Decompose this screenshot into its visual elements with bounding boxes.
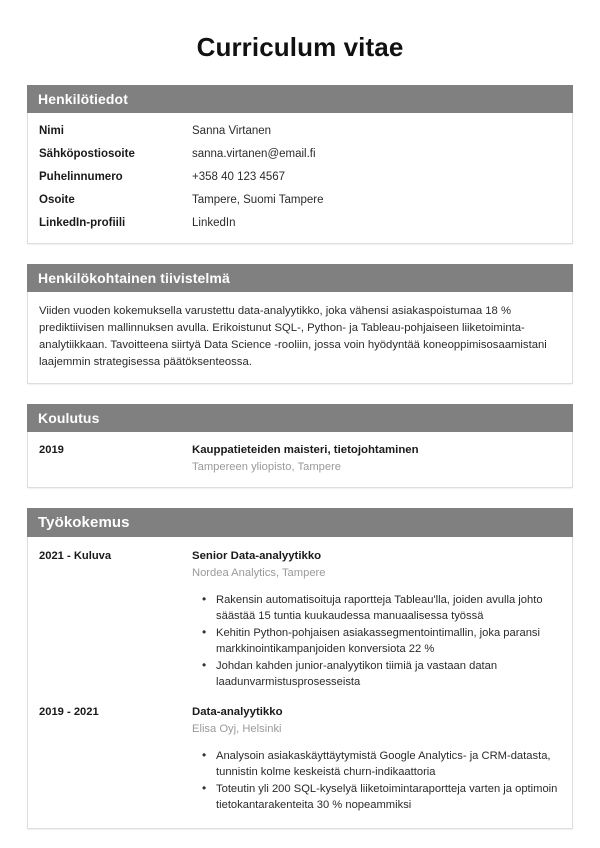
education-card	[27, 432, 573, 488]
list-item: • Johdan kahden junior-analyytikon tiimiä ja vastaan datan laadunvarmistusprosesseista	[210, 658, 558, 690]
experience-entry-company: Nordea Analytics, Tampere	[192, 567, 326, 579]
experience-card	[27, 537, 573, 829]
info-row	[39, 217, 558, 229]
info-row	[39, 148, 558, 160]
section-education	[0, 404, 600, 488]
experience-entry-date: 2019 - 2021	[39, 706, 99, 718]
info-label-phone: Puhelinnumero	[39, 171, 123, 183]
section-header-experience: Työkokemus	[27, 508, 573, 537]
education-entry-institution: Tampereen yliopisto, Tampere	[192, 461, 342, 473]
list-item: • Toteutin yli 200 SQL-kyselyä liiketoimintaraportteja varten ja optimoin tietokantarakenteita 30 % nopeammiksi	[210, 781, 558, 813]
info-value-phone: +358 40 123 4567	[192, 171, 286, 183]
info-row	[39, 125, 558, 137]
experience-entry-title: Senior Data-analyytikko	[192, 550, 322, 562]
list-item: • Analysoin asiakaskäyttäytymistä Google Analytics- ja CRM-datasta, tunnistin kolme keskeistä churn-indikaattoria	[210, 748, 558, 780]
info-label-linkedin: LinkedIn-profiili	[39, 217, 126, 229]
education-entry	[39, 443, 558, 475]
summary-text: Viiden vuoden kokemuksella varustettu data-analyytikko, joka vähensi asiakaspoistumaa 18 % prediktiivisen mallinnuksen avulla. Erikoistunut SQL-, Python- ja Tableau-pohjaiseen liiketoiminta-analytiikkaan. Tavoitteena siirtyä Data Science -rooliin, jossa voin hyödyntää koneoppimisosaamistani laajemmin strategisessa päätöksenteossa.	[39, 305, 547, 368]
experience-body	[28, 537, 572, 828]
info-label-email: Sähköpostiosoite	[39, 148, 135, 160]
info-label-address: Osoite	[39, 194, 75, 206]
education-body	[28, 432, 572, 487]
info-value-email[interactable]: sanna.virtanen@email.fi	[192, 148, 316, 160]
info-label-name: Nimi	[39, 125, 64, 137]
experience-entry-main	[192, 705, 558, 814]
list-item: • Rakensin automatisoituja raportteja Tableau'lla, joiden avulla johto säästää 15 tuntia kuukaudessa manuaalisessa työssä	[210, 592, 558, 624]
experience-entry	[39, 705, 558, 814]
section-header-summary: Henkilökohtainen tiivistelmä	[27, 264, 573, 292]
list-item: • Kehitin Python-pohjaisen asiakassegmentointimallin, joka paransi markkinointikampanjoiden konversiota 22 %	[210, 625, 558, 657]
education-entry-date: 2019	[39, 444, 64, 456]
personal-details-card	[27, 113, 573, 244]
experience-entry-bullets	[192, 592, 558, 690]
experience-entry-title: Data-analyytikko	[192, 706, 283, 718]
personal-details-body	[28, 113, 572, 243]
section-summary	[0, 264, 600, 384]
section-personal-details	[0, 85, 600, 244]
page-title: Curriculum vitae	[196, 32, 404, 62]
section-header-education: Koulutus	[27, 404, 573, 432]
experience-entry-main	[192, 549, 558, 691]
experience-entry	[39, 549, 558, 691]
info-row	[39, 194, 558, 206]
education-entry-main	[192, 443, 558, 475]
info-row	[39, 171, 558, 183]
experience-entry-date: 2021 - Kuluva	[39, 550, 112, 562]
experience-entry-company: Elisa Oyj, Helsinki	[192, 723, 282, 735]
education-entry-title: Kauppatieteiden maisteri, tietojohtaminen	[192, 444, 419, 456]
summary-body	[28, 292, 572, 383]
section-header-personal-details: Henkilötiedot	[27, 85, 573, 113]
info-value-address: Tampere, Suomi Tampere	[192, 194, 324, 206]
info-value-linkedin[interactable]: LinkedIn	[192, 217, 236, 229]
info-value-name: Sanna Virtanen	[192, 125, 272, 137]
summary-card	[27, 292, 573, 384]
section-experience	[0, 508, 600, 829]
experience-entry-bullets	[192, 748, 558, 813]
